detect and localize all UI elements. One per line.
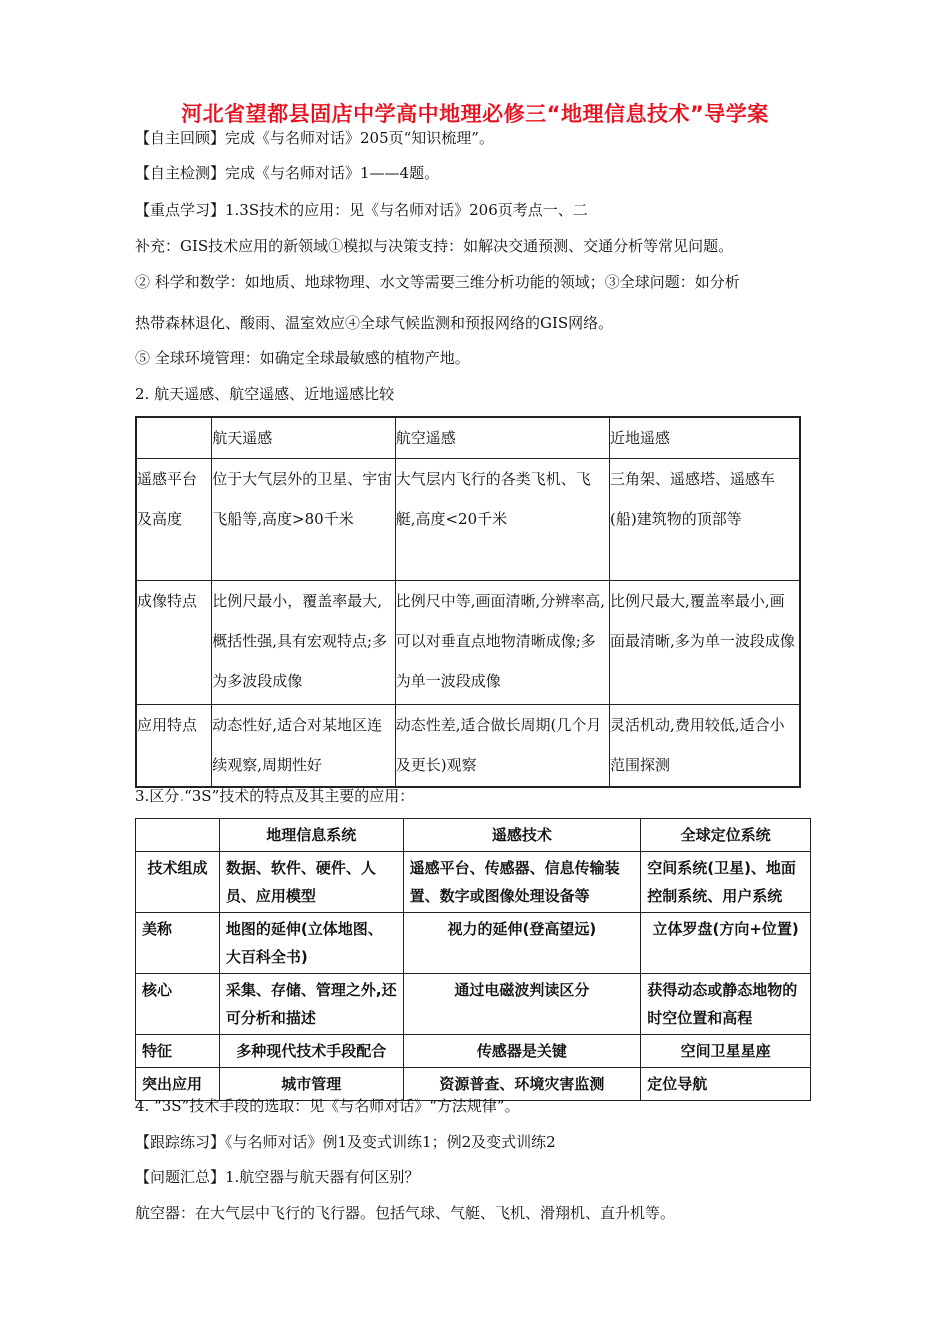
table-cell: 特征 [136,1035,220,1068]
text-line-aircraft: 航空器：在大气层中飞行的飞行器。包括气球、气艇、飞机、滑翔机、直升机等。 [135,1204,676,1222]
table-cell: 资源普查、环境灾害监测 [403,1068,641,1101]
table-cell: 比例尺中等,画面清晰,分辨率高,可以对垂直点地物清晰成像;多为单一波段成像 [395,581,609,705]
table-cell: 比例尺最大,覆盖率最小,画面最清晰,多为单一波段成像 [610,581,800,705]
table-row [136,459,800,581]
table-header-cell: 航空遥感 [395,417,609,459]
table-cell: 比例尺最小，覆盖率最大,概括性强,具有宏观特点;多为多波段成像 [212,581,395,705]
table-row [136,913,811,974]
table-cell: 空间系统(卫星)、地面控制系统、用户系统 [641,852,811,913]
table-cell: 动态性差,适合做长周期(几个月及更长)观察 [395,705,609,787]
table-row [136,1035,811,1068]
table-header-cell [136,417,212,459]
text-line-tropical: 热带森林退化、酸雨、温室效应④全球气候监测和预报网络的GIS网络。 [135,314,614,332]
table-cell: 空间卫星星座 [641,1035,811,1068]
table-cell: 位于大气层外的卫星、宇宙飞船等,高度>80千米 [212,459,395,581]
table-header-cell: 地理信息系统 [219,819,403,852]
text-line-science: ② 科学和数学：如地质、地球物理、水文等需要三维分析功能的领域；③全球问题：如分析 [135,273,740,291]
text-line-questions: 【问题汇总】1.航空器与航天器有何区别？ [135,1168,420,1186]
table-header-row [136,417,800,459]
text-line-supplement: 补充：GIS技术应用的新领域①模拟与决策支持：如解决交通预测、交通分析等常见问题。 [135,237,734,255]
table-cell: 定位导航 [641,1068,811,1101]
table-cell: 采集、存储、管理之外,还可分析和描述 [219,974,403,1035]
table-cell: 立体罗盘(方向+位置) [641,913,811,974]
table-cell: 大气层内飞行的各类飞机、飞艇,高度<20千米 [395,459,609,581]
table-row [136,974,811,1035]
text-line-3s-selection: 4. “3S”技术手段的选取：见《与名师对话》“方法规律”。 [135,1097,520,1115]
text-fragment: 3.区分 [135,787,180,805]
table-cell: 动态性好,适合对某地区连续观察,周期性好 [212,705,395,787]
table-cell: 美称 [136,913,220,974]
text-fragment: . [179,787,185,805]
table-cell: 数据、软件、硬件、人员、应用模型 [219,852,403,913]
table-cell: 视力的延伸(登高望远) [403,913,641,974]
table-cell: 遥感平台及高度 [136,459,212,581]
table-cell: 通过电磁波判读区分 [403,974,641,1035]
table-cell: 应用特点 [136,705,212,787]
page-title: 河北省望都县固店中学高中地理必修三“地理信息技术”导学案 [181,102,769,126]
table-cell: 地图的延伸(立体地图、大百科全书) [219,913,403,974]
table-header-row [136,819,811,852]
table-header-cell: 遥感技术 [403,819,641,852]
table-row [136,705,800,787]
table-header-cell: 全球定位系统 [641,819,811,852]
table-cell: 三角架、遥感塔、遥感车(船)建筑物的顶部等 [610,459,800,581]
text-line-practice: 【跟踪练习】《与名师对话》例1及变式训练1；例2及变式训练2 [135,1133,556,1151]
table-cell: 遥感平台、传感器、信息传输装置、数字或图像处理设备等 [403,852,641,913]
remote-sensing-comparison-table [135,416,801,788]
table-header-cell [136,819,220,852]
table-cell: 成像特点 [136,581,212,705]
table-cell: 突出应用 [136,1068,220,1101]
text-line-self-check: 【自主检测】完成《与名师对话》1——4题。 [135,164,440,182]
table-cell: 获得动态或静态地物的时空位置和高程 [641,974,811,1035]
text-fragment: “3S”技术的特点及其主要的应用： [184,787,415,805]
table-cell: 灵活机动,费用较低,适合小范围探测 [610,705,800,787]
text-line-3s-distinguish [135,786,414,806]
table-cell: 核心 [136,974,220,1035]
text-line-key-study: 【重点学习】1.3S技术的应用：见《与名师对话》206页考点一、二 [135,201,588,219]
table-row [136,581,800,705]
table-cell: 传感器是关键 [403,1035,641,1068]
table-header-cell: 航天遥感 [212,417,395,459]
table-cell: 城市管理 [219,1068,403,1101]
3s-technology-table [135,818,811,1101]
table-header-cell: 近地遥感 [610,417,800,459]
text-line-self-review: 【自主回顾】完成《与名师对话》205页“知识梳理”。 [135,129,494,147]
text-line-global-env: ⑤ 全球环境管理：如确定全球最敏感的植物产地。 [135,349,470,367]
table-cell: 多种现代技术手段配合 [219,1035,403,1068]
table-row [136,852,811,913]
table-cell: 技术组成 [136,852,220,913]
text-line-rs-compare: 2. 航天遥感、航空遥感、近地遥感比较 [135,385,395,403]
